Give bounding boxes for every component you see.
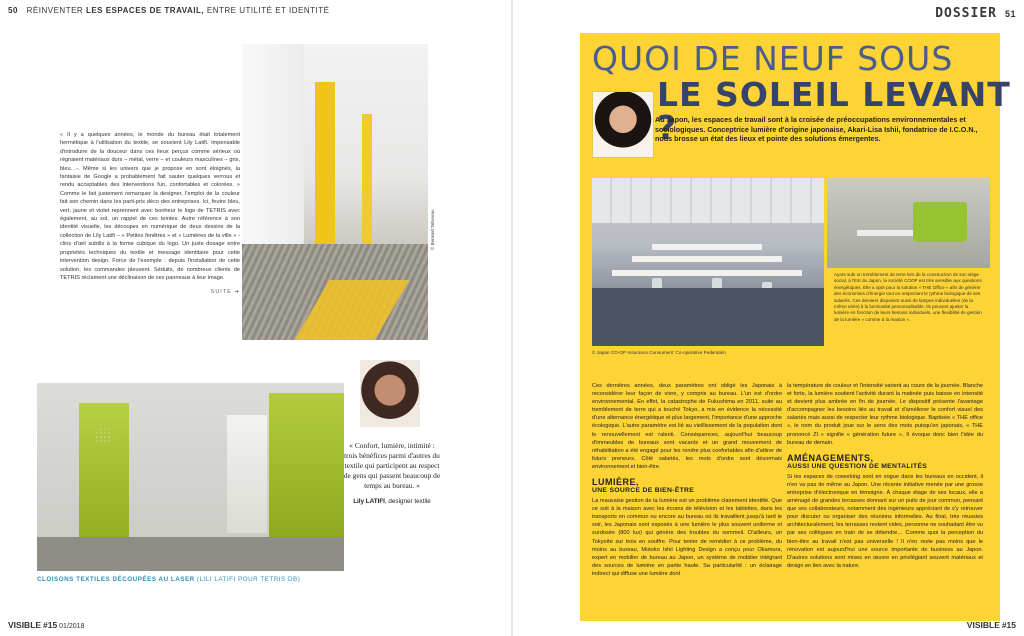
photo-floor	[37, 537, 344, 571]
photo-laser-pattern	[95, 427, 113, 445]
left-body: « Il y a quelques années, le monde du bureau était totalement hermétique à l'utilisation du textile, se souvient Lily Latifi. Impensable d'introduire de la douceur dans ces lieux perçus comme sérieux où régnaient matériaux durs – métal, verre – et couleurs masculines – gris, bleu…-. Même si les univers que je propose en sont éloignés, la fantaisie de Google a probablement fait sauter quelques verrous et rendu acceptables des interventions fun, confortables et colorées. » Comme le fait justement remarquer la designer, l'emploi de la couleur fait son chemin dans les parti-pris déco des entreprises. Ici, feutre bleu, vert, jaune et violet reprennent avec bonheur le logo de TETRIS avec également, au sol, un rappel de ces teintes. Autre référence à son identité visuelle, les découpes en numérique de deux dessins de la collection de Lily Latifi – « Petites fenêtres » et « Lumières de la ville » - clins d'œil subtils à la forme cubique du logo. Un juste dosage entre propriétés techniques du textile et message identitaire pour cette intervention design. Force de l'exemple : depuis l'installation de cette solution, les commandes pleuvent. Séduits, de nombreux clients de TETRIS réclament une déclinaison de ces panneaux à leur image.	[60, 132, 240, 281]
right-running-header	[935, 6, 1016, 21]
col2-paragraph-2: Si les espaces de coworking sont en vogue dans les bureaux en occident, il n'en va pas de même au Japon. Une récente initiative menée par une grosse entreprise d'électronique en témoigne. À chaque étage de ses locaux, elle a aménagé de grandes terrasses donnant sur un puits de jour commun, pensant que ses collaborateurs, notamment des ingénieurs appréciant de s'y retrouver pour discuter ou organiser des réunions informelles. Au final, très réussies architecturalement, les terrasses restent vides, personne ne souhaitant être vu par ses collègues en train de se détendre… Comme quoi la perception du bien-être au travail n'est pas universelle ! Il n'en reste pas moins que le rénovation est aujourd'hui une source importante de business au Japon. D'autres solutions sont mises en œuvre en privilégiant souvent matériaux et design en lien avec la nature.	[787, 473, 983, 569]
photo-yellow-panel-far	[362, 114, 372, 264]
header-suffix: ENTRE UTILITÉ ET IDENTITÉ	[206, 6, 330, 15]
footer-mag-right: VISIBLE	[966, 620, 1000, 630]
subhead-lumiere-small: UNE SOURCE DE BIEN-ÊTRE	[592, 487, 695, 495]
col1-paragraph-2: La mauvaise gestion de la lumière est un problème clairement identifié. Que ce soit à la maison avec les écrans de télévision et les tablettes, dans les transports en commun ou encore au bureau où ils travaillent jusqu'à tard le soir, les Japonais sont exposés à une lumière le plus souvent uniforme et surdosée (800 lux) qui génère des troubles du sommeil. D'ailleurs, un Tokyoïte sur trois en souffre. Pour tenter de remédier à ce problème, du moins au bureau, Motoko Ishii Lighting Design a conçu pour Okamura, expert en mobilier de bureau au Japon, un système de mobilier intégrant des sources de lumière en partie haute. Sa particularité : un éclairage indirect qui diffuse une lumière dont	[592, 498, 782, 577]
photo-carpet	[592, 288, 824, 346]
left-page-number: 50	[8, 6, 18, 15]
footer-issue-right: #15	[1001, 620, 1016, 630]
col2-paragraph-1: la température de couleur et l'intensité varient au cours de la journée. Blanche et forte, la lumière soutient l'activité durant la matinée puis baisse en intensité et devient plus ambrée en fin de journée. Le dispositif présente l'avantage d'accompagner les besoins liés au travail et d'améliorer le confort visuel des salariés mais aussi de respecter leur rythme biologique. Baptisée « THE office », le nom du produit joue sur le sens des mots puisqu'en japonais, « THE prononcé ZI » signifie « génération future ». Il évoque donc bien l'idée du bureau de demain.	[787, 383, 983, 446]
open-office-photo	[592, 178, 824, 346]
article-intro: Au Japon, les espaces de travail sont à la croisée de préoccupations environnementales et sociologiques. Conceptrice lumière d'origine japonaise, Akari-Lisa Ishii, fondatrice de I.C.O.N., nous brosse un état des lieux et pointe des solutions émergentes.	[655, 115, 978, 144]
photo-green-panel	[79, 403, 129, 553]
header-strong: LES ESPACES DE TRAVAIL,	[85, 6, 205, 15]
page-gutter	[511, 0, 513, 636]
office-booth-photo	[827, 178, 990, 268]
subhead-amenagements-small: AUSSI UNE QUESTION DE MENTALITÉS	[787, 462, 928, 470]
right-footer	[967, 620, 1016, 630]
article-column-2	[787, 382, 983, 570]
caption-light: (LILI LATIFI POUR TETRIS DB)	[196, 576, 301, 583]
right-page-number: 51	[1004, 8, 1016, 19]
photo-desk	[612, 270, 802, 276]
photo-credit-left: © Bernard Tabureau	[430, 209, 435, 250]
section-label: DOSSIER	[935, 6, 997, 21]
footer-mag-left: VISIBLE	[8, 620, 42, 630]
photo-ceiling	[592, 178, 824, 223]
title-line-2: LE SOLEIL LEVANT ?	[657, 75, 1011, 147]
left-body-text	[60, 131, 240, 297]
quote-author-role: , designer textile	[384, 498, 431, 506]
quote-author-name: Lily LATIFI	[353, 498, 385, 506]
footer-issue-left: #15	[43, 620, 58, 630]
photo-desk	[652, 244, 762, 250]
subhead-amenagements-big: AMÉNAGEMENTS,	[787, 452, 874, 463]
subhead-amenagements	[787, 453, 983, 471]
photo-desk	[632, 256, 782, 262]
pull-quote	[343, 441, 441, 508]
photo-green-booth	[913, 202, 967, 242]
footer-date-left: 01/2018	[59, 623, 85, 630]
akari-lisa-ishii-portrait	[592, 91, 654, 158]
photo-white-panel	[227, 415, 267, 533]
header-prefix: RÉINVENTER	[26, 6, 84, 15]
quote-author	[343, 497, 441, 507]
left-running-header	[8, 6, 329, 15]
corridor-photo	[242, 44, 428, 340]
caption-strong: CLOISONS TEXTILES DÉCOUPÉES AU LASER	[37, 576, 195, 583]
photo-credit-right: © Japan CO-OP Insurance Consumers' Co-operative Federation	[592, 350, 727, 355]
lily-latifi-portrait	[360, 360, 420, 427]
article-column-1	[592, 382, 782, 578]
col1-paragraph-1: Ces dernières années, deux paramètres ont obligé les Japonais à reconsidérer leur façon de vivre, y compris au bureau. L'un est d'ordre environnemental. En effet, la catastrophe de Fukushima en 2011, suite au tremblement de terre qui a touché Tokyo, a mis en évidence la nécessité d'une alternance énergétique et plus largement, l'importance d'une approche écologique. L'autre paramètre est lié au vieillissement de la population dont le renouvellement est ralenti. Conséquences, aujourd'hui beaucoup d'immeubles de bureaux sont vacants et un grand mouvement de réhabilitation a été engagé pour les rendre plus confortables afin d'attirer de futurs preneurs. Côté salariés, les mots d'ordre sont désormais environnement et bien-être.	[592, 383, 782, 470]
subhead-lumiere-big: LUMIÈRE,	[592, 477, 640, 488]
photo-side-desk	[857, 230, 913, 236]
textile-partitions-photo	[37, 383, 344, 571]
title-line-1: QUOI DE NEUF SOUS	[592, 39, 954, 78]
left-footer	[8, 620, 84, 630]
partitions-caption	[37, 576, 300, 583]
suite-link[interactable]: SUITE ➜	[210, 289, 240, 296]
office-photo-caption: Ayant subi un tremblement de terre lors de la construction de son siège social, à l'Est du Japon, la société COOP est très sensible aux questions énergétiques. Elle a opté pour la solution « THE Office » afin de générer des économies d'énergie tout en respectant le rythme biologique de ses salariés. Ces derniers disposent aussi de lampes individuelles (de la même série) à la luminosité personnalisable. Ils peuvent ajuster la lumière en fonction de leurs besoins individuels, une flexibilité de gestion de la lumière « comme à la maison ».	[834, 272, 982, 322]
subhead-lumiere	[592, 477, 782, 495]
quote-text: « Confort, lumière, intimité : trois bénéfices parmi d'autres du textile qui participent au respect de gens qui passent beaucoup de temps au bureau. »	[343, 441, 441, 491]
